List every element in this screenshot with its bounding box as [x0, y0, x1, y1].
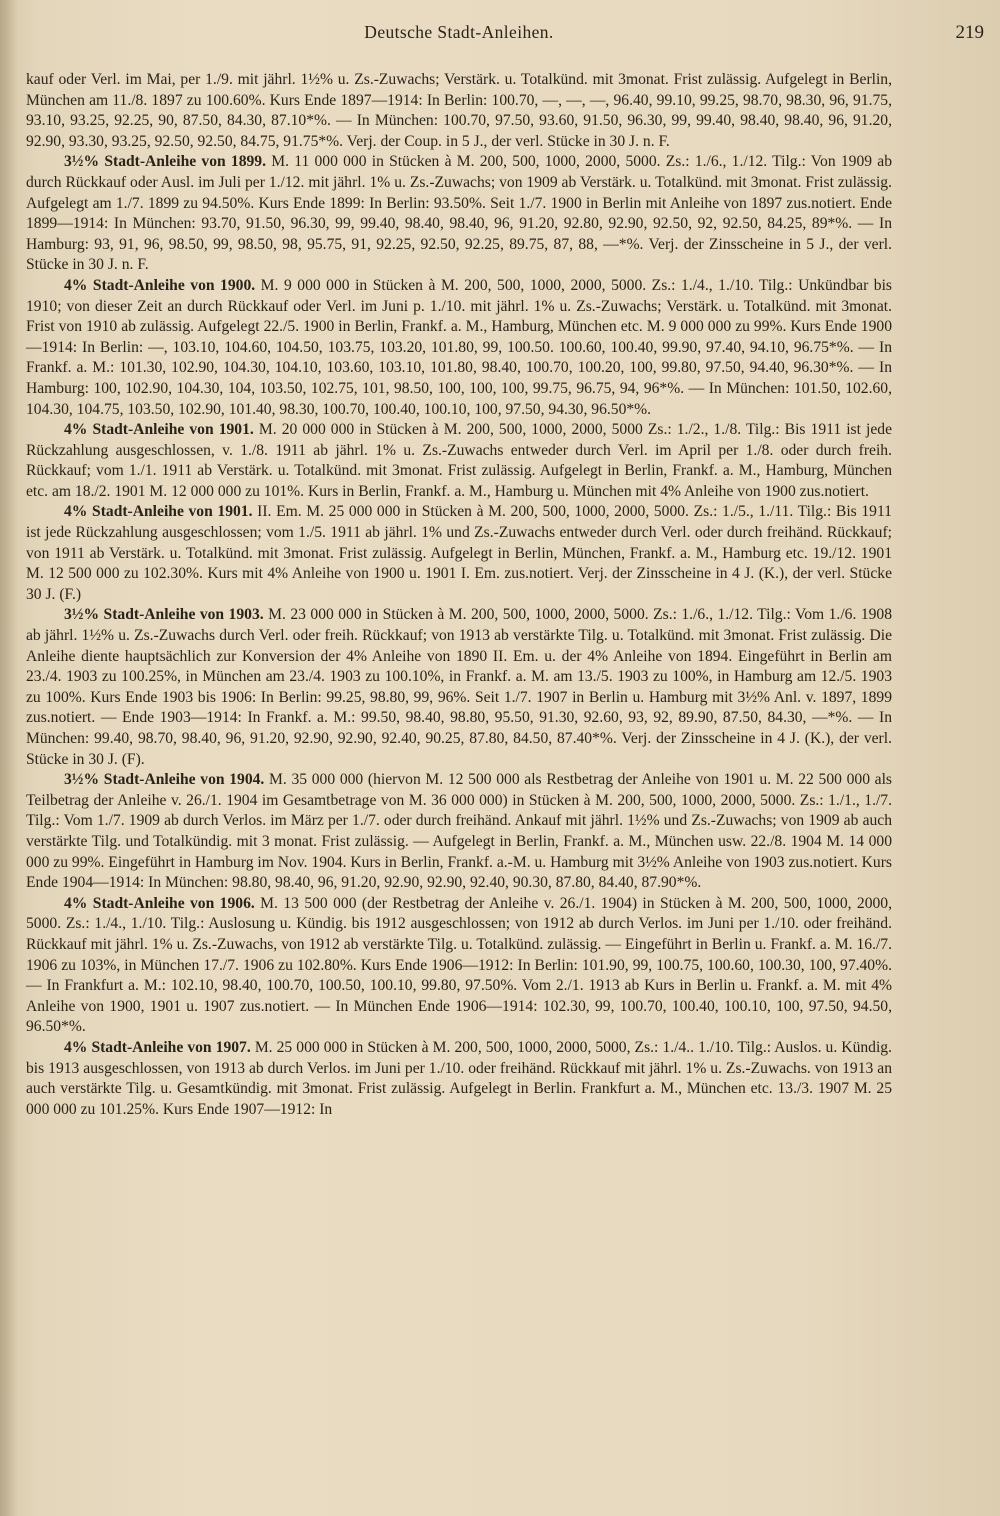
paragraph-body: kauf oder Verl. im Mai, per 1./9. mit jährl. 1½% u. Zs.-Zuwachs; Verstärk. u. Totalkünd. mit 3monat. Frist zulässig. Aufgelegt in Berlin, München am 11./8. 1897 zu 100.60%. Kurs Ende 1897—1914: In Berlin: 100.70, —, —, —, 96.40, 99.10, 99.25, 98.70, 98.30, 96, 91.75, 93.10, 93.25, 92.25, 90, 87.50, 84.30, 87.10*%. — In München: 100.70, 97.50, 93.60, 91.50, 96.30, 99, 99.40, 98.40, 98.40, 96, 91.20, 92.90, 93.30, 93.25, 92.50, 92.50, 84.75, 91.75*%. Verj. der Coup. in 5 J., der verl. Stücke in 30 J. n. F. [26, 71, 892, 150]
paragraph-body: II. Em. M. 25 000 000 in Stücken à M. 200, 500, 1000, 2000, 5000. Zs.: 1./5., 1./11. Tilg.: Bis 1911 ist jede Rückzahlung ausgeschlossen; vom 1./5. 1911 ab jährl. 1% und Zs.-Zuwachs entweder durch Verl. oder durch freihänd. Rückkauf; von 1911 ab Verstärk. u. Totalkünd. mit 3monat. Frist zulässig. Aufgelegt in Berlin, München, Frankf. a. M., Hamburg etc. 19./12. 1901 M. 12 500 000 zu 102.30%. Kurs mit 4% Anleihe von 1900 u. 1901 I. Em. zus.notiert. Verj. der Zinsscheine in 4 J. (K.), der verl. Stücke 30 J. (F.) [26, 503, 892, 603]
paragraph-body: M. 11 000 000 in Stücken à M. 200, 500, 1000, 2000, 5000. Zs.: 1./6., 1./12. Tilg.: Von 1909 ab durch Rückkauf oder Ausl. im Juli per 1./12. mit jährl. 1% u. Zs.-Zuwachs; von 1909 ab Verstärk. u. Totalkünd. mit 3monat. Frist zulässig. Aufgelegt am 1./7. 1899 zu 94.50%. Kurs Ende 1899: In Berlin: 93.50%. Seit 1./7. 1900 in Berlin mit Anleihe von 1897 zus.notiert. Ende 1899—1914: In München: 93.70, 91.50, 96.30, 99, 99.40, 98.40, 98.40, 96, 91.20, 92.80, 92.90, 92.50, 92, 92.50, 84.25, 89*%. — In Hamburg: 93, 91, 96, 98.50, 99, 98.50, 98, 95.75, 91, 92.25, 92.50, 92.25, 89.75, 87, 88, —*%. Verj. der Zinsscheine in 5 J., der verl. Stücke in 30 J. n. F. [26, 153, 893, 274]
paragraph-body: M. 23 000 000 in Stücken à M. 200, 500, 1000, 2000, 5000. Zs.: 1./6., 1./12. Tilg.: Vom 1./6. 1908 ab jährl. 1½% u. Zs.-Zuwachs durch Verl. oder freih. Rückkauf; von 1913 ab verstärkte Tilg. u. Totalkünd. mit 3monat. Frist zulässig. Die Anleihe diente hauptsächlich zur Konversion der 4% Anleihe von 1890 II. Em. u. der 4% Anleihe von 1894. Eingeführt in Berlin am 23./4. 1903 zu 100.25%, in München am 23./4. 1903 zu 100.10%, in Frankf. a. M. am 13./5. 1903 zu 100%, in Hamburg am 12./5. 1903 zu 100%. Kurs Ende 1903 bis 1906: In Berlin: 99.25, 98.80, 99, 96%. Seit 1./7. 1907 in Berlin u. Hamburg mit 3½% Anl. v. 1897, 1899 zus.notiert. — Ende 1903—1914: In Frankf. a. M.: 99.50, 98.40, 98.80, 95.50, 91.30, 92.60, 93, 92, 89.90, 87.50, 84.30, —*%. — In München: 99.40, 98.70, 98.40, 96, 91.20, 92.90, 92.90, 92.40, 90.25, 87.80, 84.50, 87.40*%. Verj. der Zinsscheine in 4 J. (K.), der verl. Stücke in 30 J. (F). [26, 606, 893, 768]
page-number: 219 [955, 22, 984, 43]
loan-heading: 3½% Stadt-Anleihe von 1899. [64, 153, 266, 171]
loan-heading: 4% Stadt-Anleihe von 1901. [64, 421, 254, 439]
paragraph-body: M. 35 000 000 (hiervon M. 12 500 000 als Restbetrag der Anleihe von 1901 u. M. 22 500 000 als Teilbetrag der Anleihe v. 26./1. 1904 im Gesamtbetrage von M. 36 000 000) in Stücken à M. 200, 500, 1000, 2000, 5000. Zs.: 1./1., 1./7. Tilg.: Vom 1./7. 1909 ab durch Verlos. im März per 1./7. oder durch freihänd. Ankauf mit jährl. 1½% und Zs.-Zuwachs; von 1909 ab auch verstärkte Tilg. und Totalkündig. mit 3 monat. Frist zulässig. — Aufgelegt in Berlin, Frankf. a. M., München usw. 22./8. 1904 M. 14 000 000 zu 99%. Eingeführt in Hamburg im Nov. 1904. Kurs in Berlin, Frankf. a.-M. u. Hamburg mit 3½% Anleihe von 1903 zus.notiert. Kurs Ende 1904—1914: In München: 98.80, 98.40, 96, 91.20, 92.90, 92.90, 92.40, 90.30, 87.80, 84.40, 87.90*%. [26, 771, 893, 892]
loan-heading: 4% Stadt-Anleihe von 1900. [64, 276, 256, 294]
paragraph-body: M. 9 000 000 in Stücken à M. 200, 500, 1000, 2000, 5000. Zs.: 1./4., 1./10. Tilg.: Unkündbar bis 1910; von dieser Zeit an durch Rückkauf oder Verl. im Juni p. 1./10. mit jährl. 1% u. Zs.-Zuwachs; Verstärk. u. Totalkünd. mit 3monat. Frist von 1910 ab zulässig. Aufgelegt 22./5. 1900 in Berlin, Frankf. a. M., Hamburg, München etc. M. 9 000 000 zu 99%. Kurs Ende 1900—1914: In Berlin: —, 103.10, 104.60, 104.50, 103.75, 103.20, 101.80, 99, 100.50. 100.60, 100.40, 99.90, 97.40, 94.10, 96.75*%. — In Frankf. a. M.: 101.30, 102.90, 104.30, 104.10, 103.60, 103.10, 101.80, 98.40, 100.70, 100.20, 100, 99.80, 97.50, 94.40, 96.30*%. — In Hamburg: 100, 102.90, 104.30, 104, 103.50, 102.75, 101, 98.50, 100, 100, 100, 99.75, 96.75, 94, 96*%. — In München: 101.50, 102.60, 104.30, 104.75, 103.50, 102.90, 101.40, 98.30, 100.70, 100.40, 100.10, 100, 97.50, 94.30, 96.50*%. [26, 276, 892, 418]
paragraph-loan-1900 [26, 276, 892, 420]
loan-heading: 3½% Stadt-Anleihe von 1904. [64, 771, 265, 789]
paragraph-loan-1899 [26, 152, 892, 276]
paragraph-loan-1906 [26, 894, 892, 1038]
paragraph-body: M. 25 000 000 in Stücken à M. 200, 500, 1000, 2000, 5000, Zs.: 1./4.. 1./10. Tilg.: Auslos. u. Kündig. bis 1913 ausgeschlossen, von 1913 ab durch Verlos. im Juni per 1./10. oder freihänd. Rückkauf mit jährl. 1% u. Zs.-Zuwachs. von 1913 an auch verstärkte Tilg. u. Gesamtkündig. mit 3monat. Frist zulässig. Aufgelegt in Berlin. Frankfurt a. M., München etc. 13./3. 1907 M. 25 000 000 zu 101.25%. Kurs Ende 1907—1912: In [26, 1038, 892, 1118]
page-edge-shadow [0, 0, 18, 1516]
loan-heading: 4% Stadt-Anleihe von 1907. [64, 1038, 251, 1056]
loan-heading: 3½% Stadt-Anleihe von 1903. [64, 606, 264, 624]
running-title: Deutsche Stadt-Anleihen. [364, 22, 554, 42]
paragraph-body: M. 20 000 000 in Stücken à M. 200, 500, 1000, 2000, 5000 Zs.: 1./2., 1./8. Tilg.: Bis 1911 ist jede Rückzahlung ausgeschlossen, v. 1./8. 1911 ab jährl. 1% u. Zs.-Zuwachs entweder durch Verl. im April per 1./8. oder durch freih. Rückkauf; vom 1./1. 1911 ab Verstärk. u. Totalkünd. mit 3monat. Frist zulässig. Aufgelegt in Berlin, Frankf. a. M., Hamburg, München etc. am 18./2. 1901 M. 12 000 000 zu 101%. Kurs in Berlin, Frankf. a. M., Hamburg u. München mit 4% Anleihe von 1900 zus.notiert. [26, 421, 892, 500]
paragraph-body: M. 13 500 000 (der Restbetrag der Anleihe v. 26./1. 1904) in Stücken à M. 200, 500, 1000, 2000, 5000. Zs.: 1./4., 1./10. Tilg.: Auslosung u. Kündig. bis 1912 ausgeschlossen; von 1912 ab durch Verlos. im Juni per 1./10. oder freihänd. Rückkauf mit jährl. 1% u. Zs.-Zuwachs, von 1912 ab verstärkte Tilg. u. Totalkünd. zulässig. — Eingeführt in Berlin u. Frankf. a. M. 16./7. 1906 zu 103%, in München 17./7. 1906 zu 102.80%. Kurs Ende 1906—1912: In Berlin: 101.90, 99, 100.75, 100.60, 100.30, 100, 97.40%. — In Frankfurt a. M.: 102.10, 98.40, 100.70, 100.50, 100.10, 99.80, 97.50%. Vom 2./1. 1913 ab Kurs in Berlin u. Frankf. a. M. mit 4% Anleihe von 1900, 1901 u. 1907 zus.notiert. — In München Ende 1906—1914: 102.30, 99, 100.70, 100.40, 100.10, 100, 97.50, 94.50, 96.50*%. [26, 894, 892, 1036]
page-header [26, 22, 984, 46]
paragraph-loan-1904 [26, 770, 892, 894]
paragraph-loan-1903 [26, 605, 892, 770]
loan-heading: 4% Stadt-Anleihe von 1906. [64, 894, 255, 912]
paragraph-continuation [26, 70, 892, 152]
paragraph-loan-1901 [26, 420, 892, 502]
paragraph-loan-1901-ii [26, 502, 892, 605]
body-text [26, 70, 892, 1120]
loan-heading: 4% Stadt-Anleihe von 1901. [64, 503, 253, 521]
paragraph-loan-1907 [26, 1038, 892, 1120]
